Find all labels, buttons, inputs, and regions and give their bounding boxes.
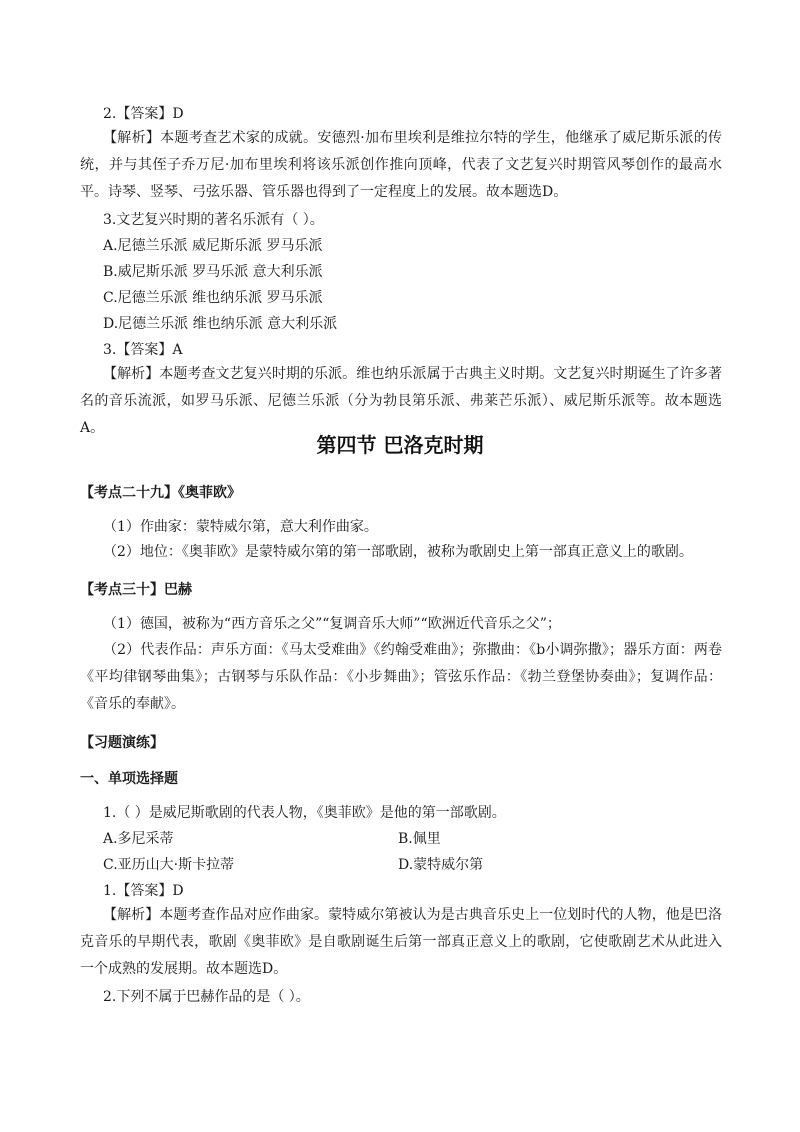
q3-option-a: A.尼德兰乐派 威尼斯乐派 罗马乐派 bbox=[103, 238, 323, 254]
practice-q1-option-b: B.佩里 bbox=[398, 831, 441, 847]
practice-q1-stem: 1.（ ）是威尼斯歌剧的代表人物，《奥菲欧》是他的第一部歌剧。 bbox=[103, 805, 506, 821]
point30-line1: （1）德国，被称为“西方音乐之父”“复调音乐大师”“欧洲近代音乐之父”； bbox=[103, 616, 561, 632]
q3-answer: 3.【答案】A bbox=[103, 342, 183, 358]
q3-option-c: C.尼德兰乐派 维也纳乐派 罗马乐派 bbox=[103, 290, 323, 306]
practice-q2-stem: 2.下列不属于巴赫作品的是（ ）。 bbox=[103, 989, 310, 1005]
practice-q1-option-c: C.亚历山大·斯卡拉蒂 bbox=[103, 857, 235, 873]
point29-line2: （2）地位：《奥菲欧》是蒙特威尔第的第一部歌剧，被称为歌剧史上第一部真正意义上的歌剧。 bbox=[103, 544, 693, 560]
point30-heading: 【考点三十】巴赫 bbox=[80, 582, 192, 598]
point29-heading: 【考点二十九】《奥菲欧》 bbox=[80, 485, 241, 501]
q3-option-d: D.尼德兰乐派 维也纳乐派 意大利乐派 bbox=[103, 316, 338, 332]
q2-answer: 2.【答案】D bbox=[103, 106, 184, 122]
q3-analysis: 【解析】本题考查文艺复兴时期的乐派。维也纳乐派属于古典主义时期。文艺复兴时期诞生了许多著名的音乐流派，如罗马乐派、尼德兰乐派（分为勃艮第乐派、弗莱芒乐派）、威尼斯乐派等。故本题选A。 bbox=[80, 366, 722, 436]
q3-stem: 3.文艺复兴时期的著名乐派有（ ）。 bbox=[103, 212, 324, 228]
practice-q1-option-d: D.蒙特威尔第 bbox=[398, 857, 484, 873]
point30-line2: （2）代表作品：声乐方面：《马太受难曲》《约翰受难曲》；弥撒曲：《b小调弥撒》；器乐方面：两卷《平均律钢琴曲集》；古钢琴与乐队作品：《小步舞曲》；管弦乐作品：《勃兰登堡协奏曲》；复调作品：《音乐的奉献》。 bbox=[80, 642, 722, 712]
q2-analysis: 【解析】本题考查艺术家的成就。安德烈·加布里埃利是维拉尔特的学生，他继承了威尼斯乐派的传统，并与其侄子乔万尼·加布里埃利将该乐派创作推向顶峰，代表了文艺复兴时期管风琴创作的最高水平。诗琴、竖琴、弓弦乐器、管乐器也得到了一定程度上的发展。故本题选D。 bbox=[80, 130, 722, 200]
practice-q1-option-a: A.多尼采蒂 bbox=[103, 831, 174, 847]
practice-heading: 【习题演练】 bbox=[80, 735, 164, 751]
practice-q1-analysis: 【解析】本题考查作品对应作曲家。蒙特威尔第被认为是古典音乐史上一位划时代的人物，他是巴洛克音乐的早期代表，歌剧《奥菲欧》是自歌剧诞生后第一部真正意义上的歌剧，它使歌剧艺术从此进入一个成熟的发展期。故本题选D。 bbox=[80, 907, 722, 977]
point29-line1: （1）作曲家：蒙特威尔第，意大利作曲家。 bbox=[103, 519, 378, 535]
practice-subheading: 一、单项选择题 bbox=[80, 771, 178, 787]
practice-q1-answer: 1.【答案】D bbox=[103, 883, 184, 899]
section-title: 第四节 巴洛克时期 bbox=[316, 433, 484, 457]
q3-option-b: B.威尼斯乐派 罗马乐派 意大利乐派 bbox=[103, 264, 323, 280]
